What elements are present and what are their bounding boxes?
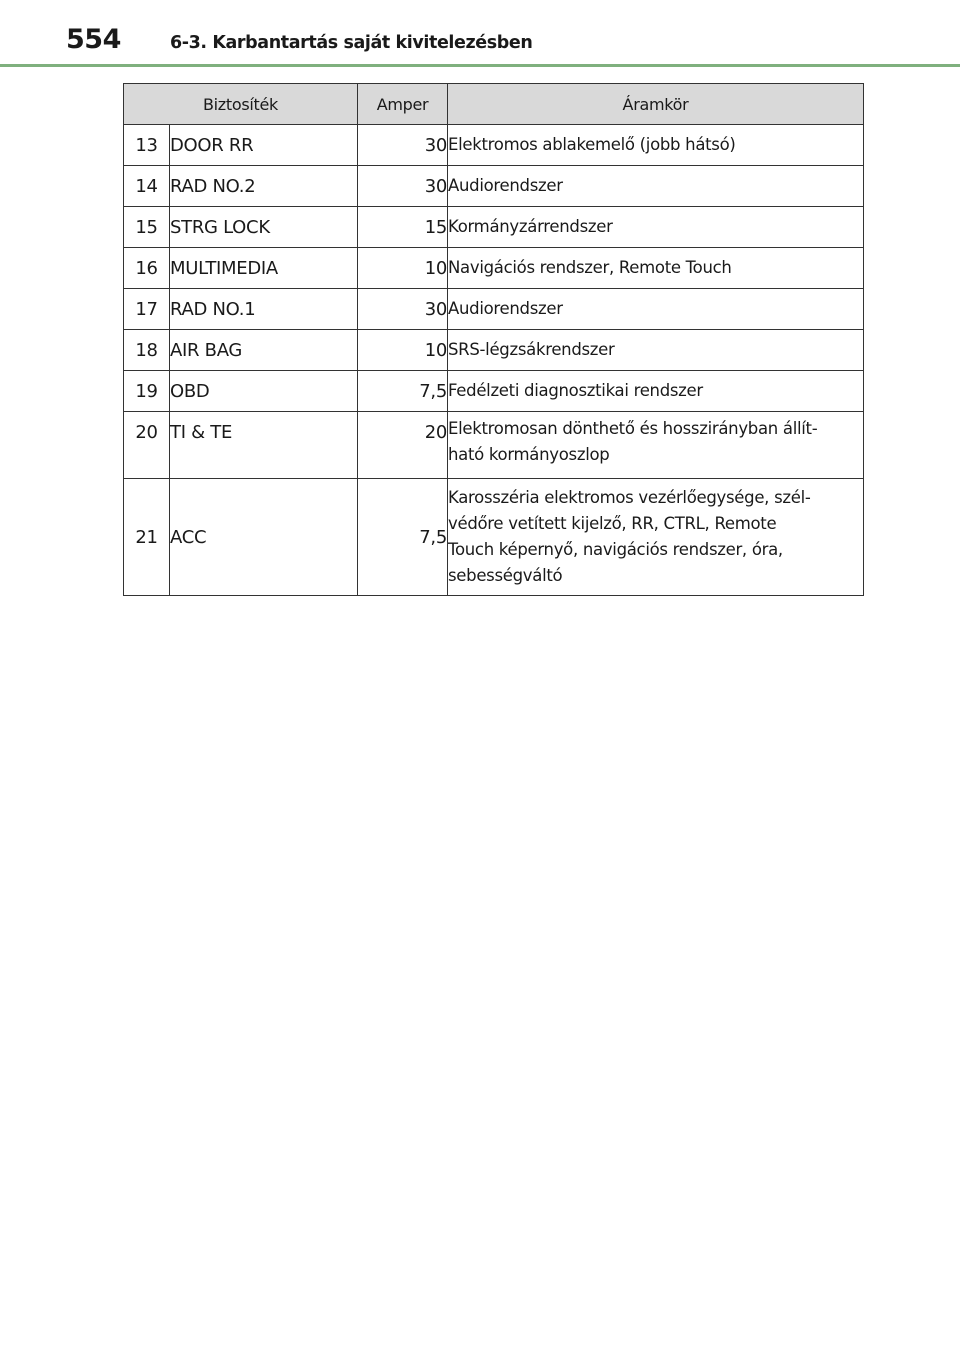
fuse-amp: 30 [358, 166, 448, 207]
fuse-number: 18 [124, 330, 170, 371]
table-row [124, 166, 864, 207]
header-rule [0, 64, 960, 67]
fuse-circuit: Kormányzárrendszer [448, 207, 864, 248]
fuse-amp: 30 [358, 289, 448, 330]
fuse-table [123, 83, 864, 596]
fuse-name: RAD NO.2 [170, 166, 358, 207]
fuse-number: 21 [124, 479, 170, 596]
fuse-amp: 15 [358, 207, 448, 248]
fuse-amp: 7,5 [358, 479, 448, 596]
circuit-line: Touch képernyő, navigációs rendszer, óra, [448, 540, 783, 559]
fuse-number: 20 [124, 412, 170, 479]
circuit-line: védőre vetített kijelző, RR, CTRL, Remote [448, 514, 777, 533]
fuse-amp: 20 [358, 412, 448, 479]
fuse-number: 14 [124, 166, 170, 207]
page-header [0, 0, 960, 70]
header-fuse: Biztosíték [124, 84, 358, 125]
fuse-circuit: SRS-légzsákrendszer [448, 330, 864, 371]
circuit-line: Elektromosan dönthető és hosszirányban állít- [448, 419, 818, 438]
fuse-circuit [448, 479, 864, 596]
fuse-name: AIR BAG [170, 330, 358, 371]
fuse-number: 17 [124, 289, 170, 330]
fuse-circuit: Fedélzeti diagnosztikai rendszer [448, 371, 864, 412]
fuse-circuit: Audiorendszer [448, 166, 864, 207]
table-header-row [124, 84, 864, 125]
fuse-circuit [448, 412, 864, 479]
page-number: 554 [66, 24, 121, 55]
fuse-circuit: Audiorendszer [448, 289, 864, 330]
table-row [124, 479, 864, 596]
table-row [124, 330, 864, 371]
fuse-name: MULTIMEDIA [170, 248, 358, 289]
fuse-amp: 10 [358, 248, 448, 289]
fuse-name: TI & TE [170, 412, 358, 479]
fuse-name: RAD NO.1 [170, 289, 358, 330]
fuse-number: 15 [124, 207, 170, 248]
circuit-line: sebességváltó [448, 566, 563, 585]
table-row [124, 371, 864, 412]
fuse-name: STRG LOCK [170, 207, 358, 248]
table-row [124, 207, 864, 248]
section-title: 6-3. Karbantartás saját kivitelezésben [170, 33, 533, 53]
fuse-amp: 30 [358, 125, 448, 166]
circuit-line: Karosszéria elektromos vezérlőegysége, szél- [448, 488, 811, 507]
fuse-amp: 7,5 [358, 371, 448, 412]
table-row [124, 289, 864, 330]
header-amper: Amper [358, 84, 448, 125]
circuit-line: ható kormányoszlop [448, 445, 610, 464]
fuse-number: 19 [124, 371, 170, 412]
table-row [124, 125, 864, 166]
header-circuit: Áramkör [448, 84, 864, 125]
table-row [124, 412, 864, 479]
fuse-circuit: Navigációs rendszer, Remote Touch [448, 248, 864, 289]
fuse-amp: 10 [358, 330, 448, 371]
fuse-name: OBD [170, 371, 358, 412]
fuse-name: DOOR RR [170, 125, 358, 166]
fuse-name: ACC [170, 479, 358, 596]
fuse-number: 16 [124, 248, 170, 289]
fuse-number: 13 [124, 125, 170, 166]
table-row [124, 248, 864, 289]
fuse-circuit: Elektromos ablakemelő (jobb hátsó) [448, 125, 864, 166]
